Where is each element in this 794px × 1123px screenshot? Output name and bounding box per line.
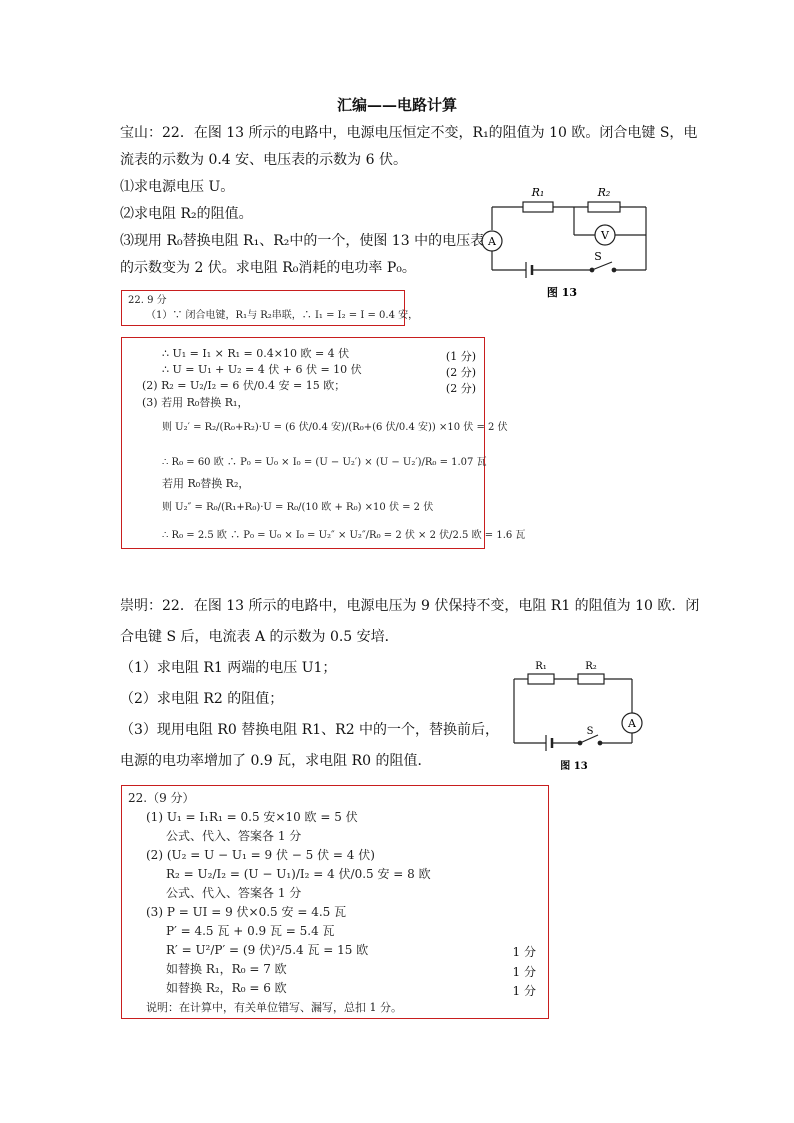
q1-answer-score: (2 分): [445, 366, 476, 379]
q1-answer-row: ∴ U₁ = I₁ × R₁ = 0.4×10 欧 = 4 伏: [162, 347, 350, 360]
q2-answer-row: R′ = U²/P′ = (9 伏)²/5.4 瓦 = 15 欧: [166, 943, 369, 957]
q2-answer-row: 如替换 R₂，R₀ = 6 欧: [166, 981, 287, 995]
q1-line-5: ⑶现用 R₀替换电阻 R₁、R₂中的一个，使图 13 中的电压表: [120, 233, 485, 249]
q2-answer-score: 1 分: [512, 984, 536, 998]
q2-answer-row: R₂ = U₂/I₂ = (U − U₁)/I₂ = 4 伏/0.5 安 = 8 欧: [166, 867, 431, 881]
q1-answer-row: 则 U₂′ = R₂/(R₀+R₂)·U = (6 伏/0.4 安)/(R₀+(6 伏/0.4 安)) ×10 伏 = 2 伏: [162, 422, 508, 433]
q1-answer-row: 则 U₂″ = R₀/(R₁+R₀)·U = R₀/(10 欧 + R₀) ×10 伏 = 2 伏: [162, 502, 434, 513]
q2-line-3: （1）求电阻 R1 两端的电压 U1；: [120, 660, 337, 676]
q2-ammeter-label: A: [628, 717, 636, 730]
q2-line-2: 合电键 S 后，电流表 A 的示数为 0.5 安培．: [120, 629, 399, 645]
q1-answer-head-2: （1）∵ 闭合电键，R₁与 R₂串联，∴ I₁ = I₂ = I = 0.4 安，: [146, 310, 419, 321]
q2-line-1: 崇明：22．在图 13 所示的电路中，电源电压为 9 伏保持不变，电阻 R1 的阻值为 10 欧．闭: [120, 598, 700, 614]
q1-answer-box: [121, 337, 526, 549]
q1-answer-row: ∴ R₀ = 60 欧 ∴ P₀ = U₀ × I₀ = (U − U₂′) × (U − U₂′)/R₀ = 1.07 瓦: [162, 457, 487, 468]
q2-answer-score: 1 分: [512, 965, 536, 979]
q1-figure-caption: 图 13: [546, 286, 578, 299]
q1-answer-row: (2) R₂ = U₂/I₂ = 6 伏/0.4 安 = 15 欧；: [142, 379, 346, 392]
q2-answer-row: (2) (U₂ = U − U₁ = 9 伏 − 5 伏 = 4 伏): [146, 848, 375, 862]
q1-answer-score: (2 分): [445, 382, 476, 395]
q1-circuit-diagram: [478, 180, 658, 305]
q1-switch-label: S: [594, 250, 602, 263]
q1-answer-row: 若用 R₀替换 R₂，: [162, 477, 250, 490]
q2-answer-row: 公式、代入、答案各 1 分: [166, 886, 302, 900]
q2-answer-score: 1 分: [512, 945, 536, 959]
q1-voltmeter-label: V: [601, 229, 609, 242]
q2-answer-box: [121, 785, 549, 1019]
q2-line-4: （2）求电阻 R2 的阻值；: [120, 691, 284, 707]
q2-answer-row: 如替换 R₁，R₀ = 7 欧: [166, 962, 287, 976]
q2-circuit-diagram: [500, 655, 660, 775]
q2-label-r2: R₂: [585, 661, 597, 672]
q2-answer-row: (3) P = UI = 9 伏×0.5 安 = 4.5 瓦: [146, 905, 347, 919]
q2-line-5: （3）现用电阻 R0 替换电阻 R1、R2 中的一个，替换前后，: [120, 722, 500, 738]
q1-answer-row: ∴ R₀ = 2.5 欧 ∴ P₀ = U₀ × I₀ = U₂″ × U₂″/R₀ = 2 伏 × 2 伏/2.5 欧 = 1.6 瓦: [162, 530, 526, 541]
q2-answer-row: 公式、代入、答案各 1 分: [166, 829, 302, 843]
q1-answer-row: ∴ U = U₁ + U₂ = 4 伏 + 6 伏 = 10 伏: [162, 363, 362, 376]
q2-switch-label: S: [586, 726, 594, 737]
q2-line-6: 电源的电功率增加了 0.9 瓦，求电阻 R0 的阻值．: [120, 753, 432, 769]
q1-answer-row: (3) 若用 R₀替换 R₁，: [142, 396, 249, 409]
page-title: 汇编——电路计算: [336, 96, 457, 114]
q2-label-r1: R₁: [535, 661, 547, 672]
q1-answer-head-box: [121, 290, 419, 326]
q2-answer-row: P′ = 4.5 瓦 + 0.9 瓦 = 5.4 瓦: [166, 924, 335, 938]
q1-line-4: ⑵求电阻 R₂的阻值。: [120, 206, 253, 222]
q2-figure-caption: 图 13: [560, 761, 588, 772]
q1-line-6: 的示数变为 2 伏。求电阻 R₀消耗的电功率 P₀。: [120, 260, 416, 276]
q1-label-r1: R₁: [531, 186, 545, 199]
q1-answer-score: (1 分): [445, 350, 476, 363]
q1-ammeter-label: A: [488, 235, 496, 248]
q1-line-3: ⑴求电源电压 U。: [120, 179, 235, 195]
q1-label-r2: R₂: [597, 186, 611, 199]
q2-answer-row: 22.（9 分）: [128, 791, 195, 805]
q2-answer-row: (1) U₁ = I₁R₁ = 0.5 安×10 欧 = 5 伏: [146, 810, 358, 824]
q2-answer-note: 说明：在计算中，有关单位错写、漏写，总扣 1 分。: [146, 1001, 402, 1014]
q1-answer-head-1: 22. 9 分: [128, 295, 167, 306]
q1-line-1: 宝山：22．在图 13 所示的电路中，电源电压恒定不变，R₁的阻值为 10 欧。闭合电键 S，电: [120, 125, 698, 141]
q1-line-2: 流表的示数为 0.4 安、电压表的示数为 6 伏。: [120, 152, 407, 168]
